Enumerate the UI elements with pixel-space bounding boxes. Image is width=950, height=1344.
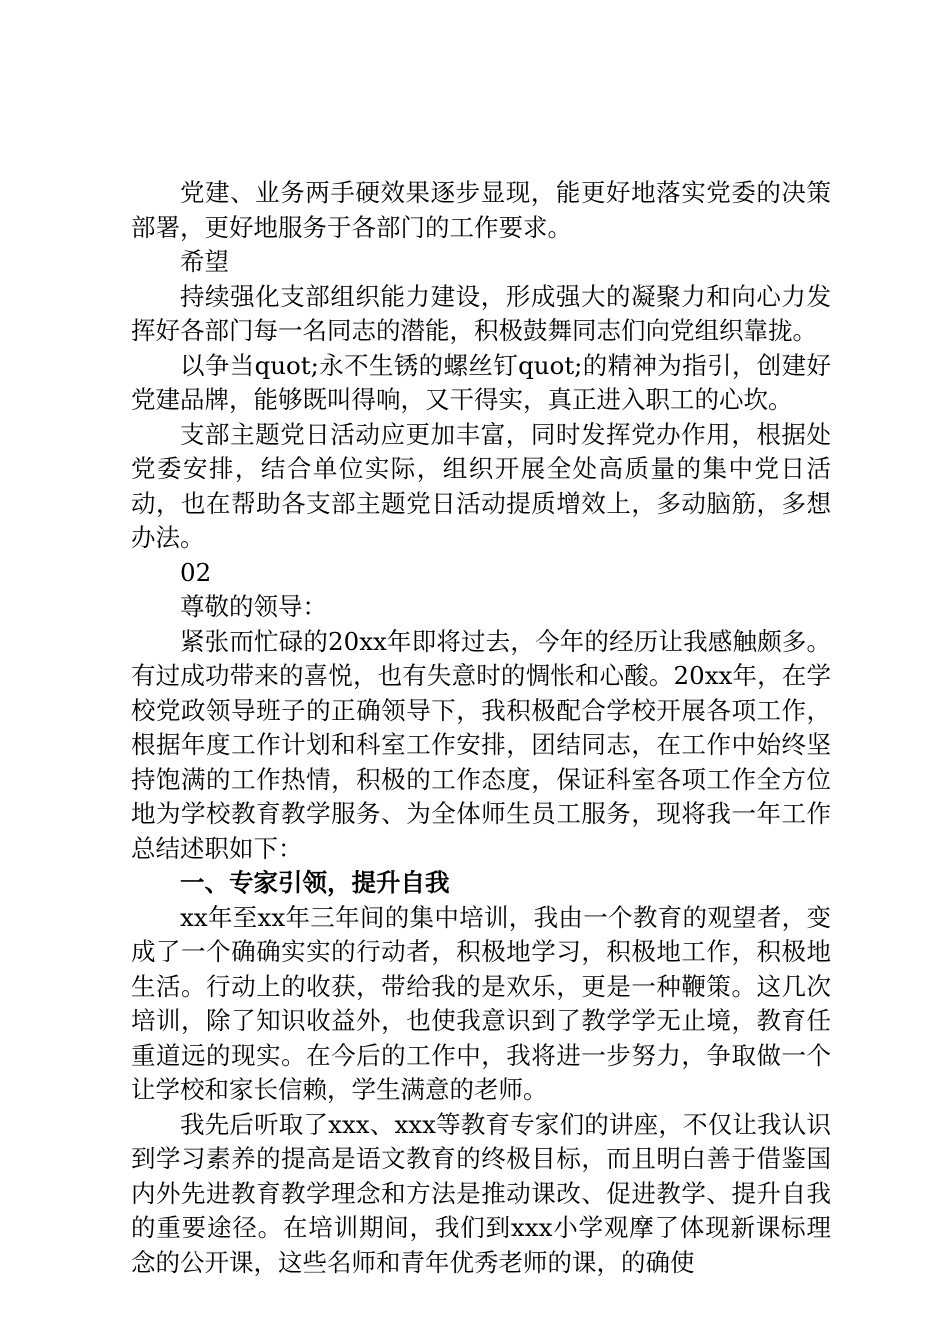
- salutation: 尊敬的领导：: [180, 592, 327, 621]
- paragraph: xx年至xx年三年间的集中培训，我由一个教育的观望者，变成了一个确确实实的行动者，积极地学习，积极地工作，积极地生活。行动上的收获，带给我的是欢乐，更是一种鞭策。这几次培训，除了知识收益外，也使我意识到了教学学无止境，教育任重道远的现实。在今后的工作中，我将进一步努力，争取做一个让学校和家长信赖，学生满意的老师。: [131, 902, 831, 1104]
- paragraph: 我先后听取了xxx、xxx等教育专家们的讲座，不仅让我认识到学习素养的提高是语文教育的终极目标，而且明白善于借鉴国内外先进教育教学理念和方法是推动课改、促进教学、提升自我的重要途径。在培训期间，我们到xxx小学观摩了体现新课标理念的公开课，这些名师和青年优秀老师的课，的确使: [131, 1109, 831, 1277]
- paragraph: 紧张而忙碌的20xx年即将过去，今年的经历让我感触颇多。有过成功带来的喜悦，也有失意时的惆怅和心酸。20xx年，在学校党政领导班子的正确领导下，我积极配合学校开展各项工作，根据年度工作计划和科室工作安排，团结同志，在工作中始终坚持饱满的工作热情，积极的工作态度，保证科室各项工作全方位地为学校教育教学服务、为全体师生员工服务，现将我一年工作总结述职如下：: [131, 626, 831, 863]
- paragraph: 党建、业务两手硬效果逐步显现，能更好地落实党委的决策部署，更好地服务于各部门的工作要求。: [131, 178, 831, 242]
- paragraph: 持续强化支部组织能力建设，形成强大的凝聚力和向心力发挥好各部门每一名同志的潜能，积极鼓舞同志们向党组织靠拢。: [131, 281, 831, 345]
- paragraph: 以争当quot;永不生锈的螺丝钉quot;的精神为指引，创建好党建品牌，能够既叫得响，又干得实，真正进入职工的心坎。: [131, 350, 831, 414]
- paragraph: 希望: [180, 247, 229, 276]
- paragraph: 支部主题党日活动应更加丰富，同时发挥党办作用，根据处党委安排，结合单位实际，组织开展全处高质量的集中党日活动，也在帮助各支部主题党日活动提质增效上，多动脑筋，多想办法。: [131, 419, 831, 552]
- document-body: [131, 176, 831, 1280]
- paragraph: 02: [180, 557, 212, 587]
- section-heading: 一、专家引领，提升自我: [180, 868, 450, 897]
